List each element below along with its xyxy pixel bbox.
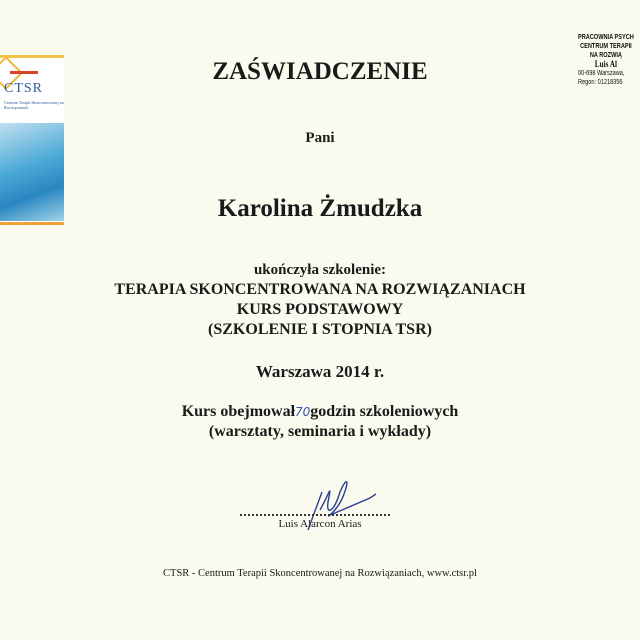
- hours-detail: (warsztaty, seminaria i wykłady): [208, 423, 432, 440]
- stamp-address: 00-698 Warszawa,: [578, 70, 625, 77]
- hours-block: [0, 402, 640, 442]
- stamp-line: CENTRUM TERAPII: [580, 43, 632, 50]
- hours-line: [0, 402, 640, 422]
- hours-prefix: Kurs obejmował: [181, 403, 296, 420]
- course-degree: (SZKOLENIE I STOPNIA TSR): [208, 321, 432, 338]
- stamp-regon: Regon: 01218356: [578, 79, 623, 86]
- salutation: Pani: [305, 130, 335, 146]
- stamp-line: PRACOWNIA PSYCH: [578, 34, 634, 41]
- completed-text: ukończyła szkolenie:: [253, 262, 387, 278]
- course-level: KURS PODSTAWOWY: [236, 301, 404, 318]
- course-name: TERAPIA SKONCENTROWANA NA ROZWIĄZANIACH: [114, 281, 526, 298]
- logo-subtitle: Centrum Terapii Skoncentrowanej na Rozwiązaniach: [4, 100, 64, 110]
- signature-line: [240, 514, 390, 516]
- stamp-line: Luis Al: [594, 59, 617, 69]
- course-block: [0, 260, 640, 340]
- certificate-title: ZAŚWIADCZENIE: [212, 58, 428, 85]
- signer-name: Luis Alarcon Arias: [278, 518, 362, 530]
- place-date: Warszawa 2014 r.: [255, 362, 385, 381]
- hours-suffix: godzin szkoleniowych: [310, 403, 459, 420]
- handwritten-hours: 70: [295, 405, 311, 419]
- footer: CTSR - Centrum Terapii Skoncentrowanej na Rozwiązaniach, www.ctsr.pl: [163, 568, 477, 579]
- recipient-name: Karolina Żmudzka: [217, 195, 423, 222]
- stamp-line: NA ROZWIĄ: [589, 52, 622, 59]
- logo-text: CTSR: [4, 81, 44, 96]
